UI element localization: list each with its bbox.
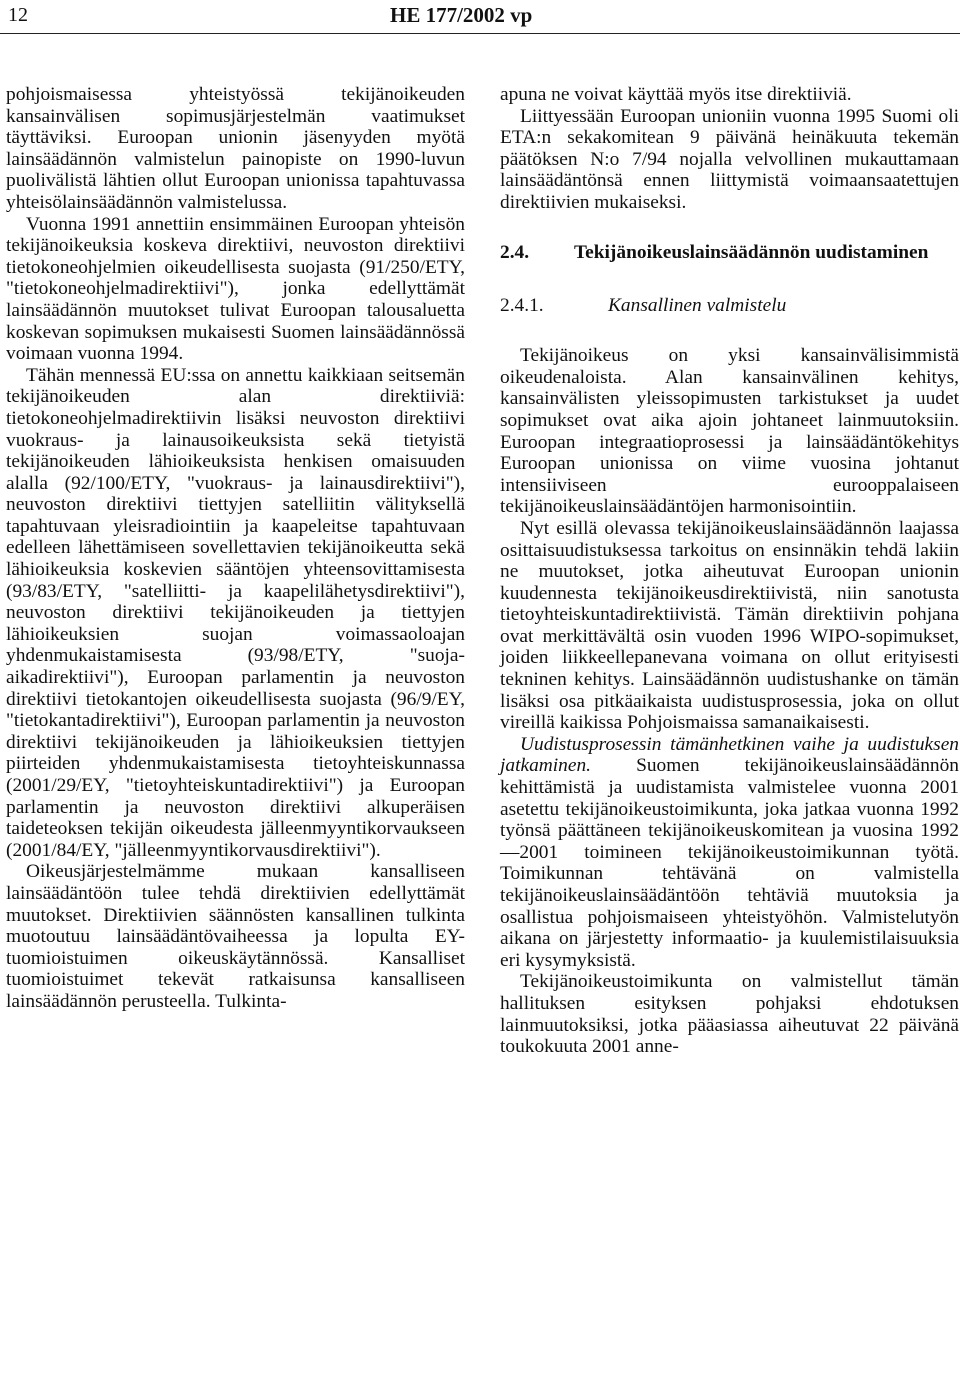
paragraph-lead-italic: Uudistusprosessin tämänhetkinen vaihe ja uudistuksen jatkaminen. [500, 733, 959, 777]
section-title: Tekijänoikeuslainsäädännön uudistaminen [574, 241, 929, 263]
paragraph: pohjoismaisessa yhteistyössä tekijänoikeuden kansainvälisen sopimusjärjestelmän vaatimukset täyttäviksi. Euroopan unionin jäsenyyden myötä lainsäädännön valmistelun painopiste on 1990-luvun puolivälistä lähtien ollut Euroopan unionissa tapahtuvassa yhteisölainsäädännön valmistelussa. [6, 84, 465, 213]
paragraph: Tekijänoikeustoimikunta on valmistellut tämän hallituksen esityksen pohjaksi ehdotuksen lainmuutoksiksi, jotka pääasiassa aiheutuvat 22 päivänä toukokuuta 2001 anne- [500, 971, 959, 1058]
subsection-title: Kansallinen valmistelu [608, 294, 787, 316]
paragraph: Liittyessään Euroopan unioniin vuonna 1995 Suomi oli ETA:n sekakomitean 9 päivänä heinäkuuta tekemän päätöksen N:o 7/94 nojalla velvollinen mukauttamaan lainsäädäntönsä ennen liittymistä voimaansaatettujen direktiivien mukaiseksi. [500, 105, 959, 213]
section-heading [500, 242, 959, 264]
paragraph: Tähän mennessä EU:ssa on annettu kaikkiaan seitsemän tekijänoikeuden alan direktiiviä: tietokoneohjelmadirektiivin lisäksi neuvoston direktiivi vuokraus- ja lainausoikeuksista sekä tietyistä tekijänoikeuden lähioikeuksista henkisen omaisuuden alalla (92/100/ETY, "vuokraus- ja lainausdirektiivi"), neuvoston direktiivi tiettyjen satelliitin välityksellä tapahtuvaan yleisradiointiin ja kaapeleitse tapahtuvaan edelleen lähettämiseen sovellettavien tekijänoikeutta sekä lähioikeuksia koskevien sääntöjen yhteensovittamisesta (93/83/ETY, "satelliitti- ja kaapelilähetysdirektiivi"), neuvoston direktiivi tekijänoikeuden ja tiettyjen lähioikeuksien suojan voimassaoloajan yhdenmukaistamisesta (93/98/ETY, "suoja-aikadirektiivi"), Euroopan parlamentin ja neuvoston direktiivi tietokantojen oikeudellisesta suojasta (96/9/EY, "tietokantadirektiivi"), Euroopan parlamentin ja neuvoston direktiivi tekijänoikeuden ja lähioikeuksien tiettyjen piirteiden yhdenmukaistamisesta tietoyhteiskunnassa (2001/29/EY, "tietoyhteiskuntadirektiivi") ja Euroopan parlamentin ja neuvoston direktiivi alkuperäisen taideteoksen tekijän oikeudesta jälleenmyyntikorvaukseen (2001/84/EY, "jälleenmyyntikorvausdirektiivi"). [6, 364, 465, 861]
section-number: 2.4. [500, 241, 530, 263]
page-number: 12 [8, 4, 28, 26]
page-header [0, 0, 960, 34]
paragraph: Tekijänoikeus on yksi kansainvälisimmistä oikeudenaloista. Alan kansainvälinen kehitys, kansainvälisten yleissopimusten tarkistukset ja uudet sopimukset ovat aika ajoin johtaneet lainmuutoksiin. Euroopan integraatioprosessi ja lainsäädäntökehitys Euroopan unionissa on viime vuosina johtanut intensiiviseen eurooppalaiseen tekijänoikeuslainsäädäntöjen harmonisointiin. [500, 345, 959, 518]
paragraph: Vuonna 1991 annettiin ensimmäinen Euroopan yhteisön tekijänoikeuksia koskeva direktiivi, neuvoston direktiivi tietokoneohjelmien oikeudellisesta suojasta (91/250/ETY, "tietokoneohjelmadirektiivi"), jonka edellyttämät lainsäädännön muutokset tulivat Euroopan talousaluetta koskevan sopimuksen mukaisesti Suomen lainsäädännössä voimaan vuonna 1994. [6, 213, 465, 365]
paragraph: Nyt esillä olevassa tekijänoikeuslainsäädännön laajassa osittaisuudistuksessa tarkoitus on ensinnäkin tehdä lakiin ne muutokset, jotka aiheutuvat Euroopan unionin kuudennesta tekijänoikeusdirektiivistä, niin sanotusta tietoyhteiskuntadirektiivistä. Tämän direktiivin pohjana ovat merkittävältä osin vuoden 1996 WIPO-sopimukset, joiden liikkeellepanevana voimana on ollut erityisesti tekninen kehitys. Lainsäädännön uudistushanke on tämän lisäksi osa pitkäaikaista uudistusprosessia, joka on ollut vireillä kaikissa Pohjoismaissa samanaikaisesti. [500, 517, 959, 734]
header-rule [0, 33, 960, 34]
subsection-number: 2.4.1. [500, 294, 544, 316]
left-column [6, 84, 465, 1013]
paragraph [500, 734, 959, 972]
document-id: HE 177/2002 vp [390, 3, 533, 27]
right-column [500, 84, 959, 1058]
paragraph: apuna ne voivat käyttää myös itse direktiiviä. [500, 84, 852, 105]
paragraph-rest: Suomen tekijänoikeuslainsäädännön kehittämistä ja uudistamista valmistelee vuonna 2001 asetettu tekijänoikeustoimikunta, joka jatkaa vuonna 1992 työnsä päättäneen tekijänoikeuskomitean ja vuosina 1992—2001 toimineen tekijänoikeustoimikunnan työtä. Toimikunnan tehtävänä on valmistella tekijänoikeuslainsäädäntöön tehtäviä muutoksia ja osallistua pohjoismaiseen yhteistyöhön. Valmistelutyön aikana on järjestetty informaatio- ja kuulemistilaisuuksia eri kysymyksistä. [500, 755, 959, 971]
paragraph: Oikeusjärjestelmämme mukaan kansalliseen lainsäädäntöön tulee tehdä direktiivien edellyttämät muutokset. Direktiivien säännösten kansallinen tulkinta muotoutuu lainsäädäntövaiheessa ja lopulta EY-tuomioistuimen oikeuskäytännössä. Kansalliset tuomioistuimet tekevät ratkaisunsa kansalliseen lainsäädännön perusteella. Tulkinta- [6, 861, 465, 1012]
subsection-heading [500, 295, 959, 317]
